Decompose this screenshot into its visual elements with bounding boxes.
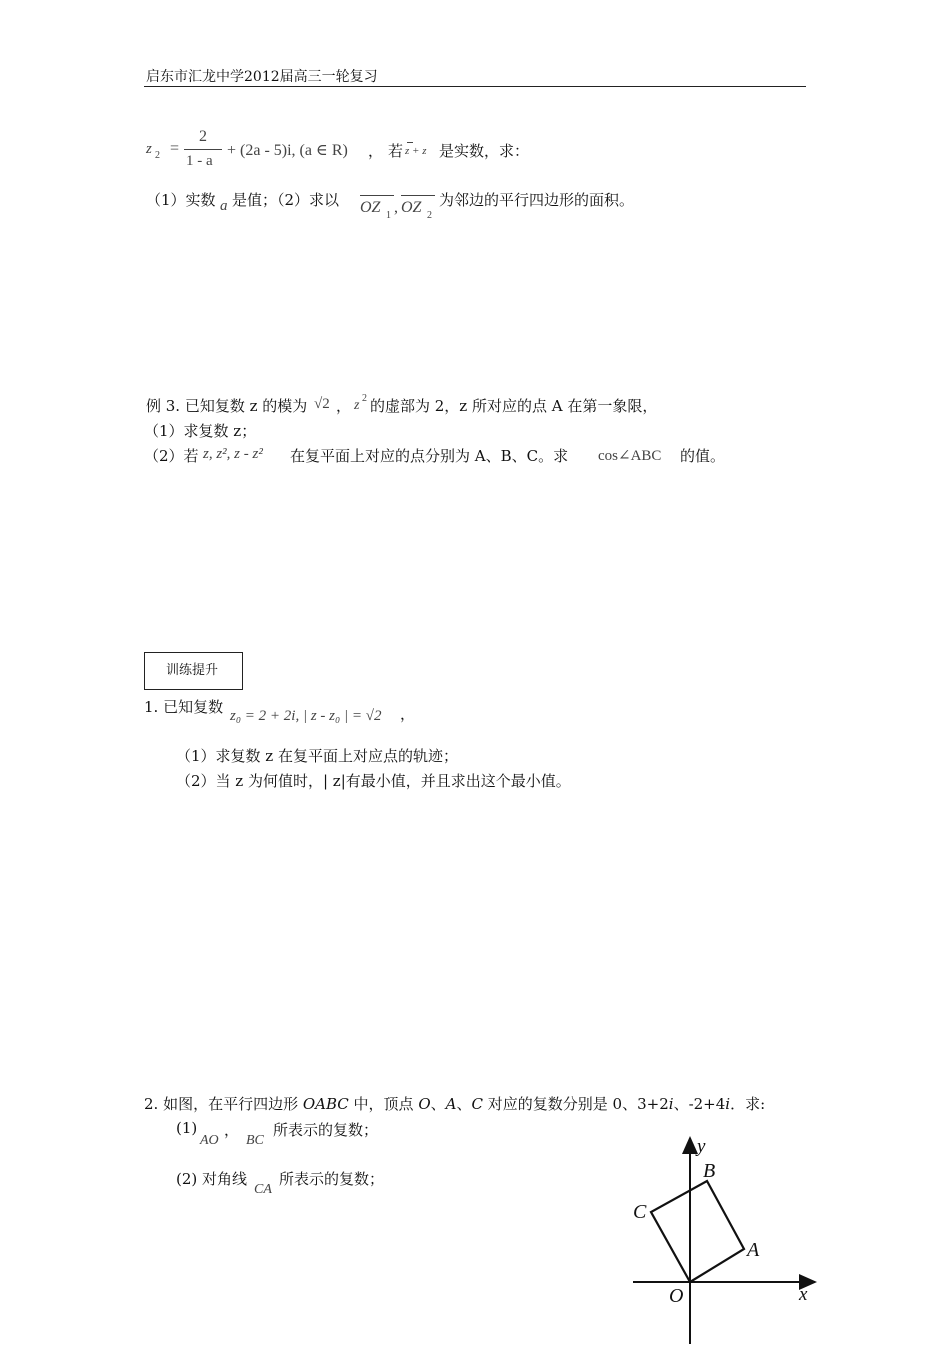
ex3-q2-math: z, z², z - z² bbox=[203, 446, 263, 462]
label-o: O bbox=[669, 1285, 684, 1307]
page-header: 启东市汇龙中学2012届高三一轮复习 bbox=[146, 69, 378, 85]
vec-ca: CA bbox=[254, 1182, 272, 1197]
training-title: 训练提升 bbox=[166, 663, 219, 678]
t1-comma: ， bbox=[400, 705, 416, 723]
t2-a: A bbox=[445, 1095, 457, 1113]
ex3-q1: （1）求复数 z； bbox=[144, 422, 257, 440]
oz2-sub: 2 bbox=[427, 210, 432, 221]
oz2: OZ bbox=[401, 199, 422, 216]
t2-sep2: 、 bbox=[456, 1095, 472, 1113]
z2-label: z bbox=[146, 141, 152, 157]
zbar-expr: z + z bbox=[405, 145, 427, 157]
ex3-line1-b: ， bbox=[336, 397, 352, 415]
zbar-overline bbox=[407, 142, 413, 143]
intro-tail: 是实数，求： bbox=[439, 142, 530, 160]
ex3-line1-c: 的虚部为 2，z 所对应的点 A 在第一象限， bbox=[370, 397, 658, 415]
training-box bbox=[144, 652, 243, 690]
cos-abc: cos∠ABC bbox=[598, 448, 662, 464]
t2-sep1: 、 bbox=[430, 1095, 446, 1113]
t2-q1-a: (1) bbox=[176, 1119, 198, 1137]
t2-o: O bbox=[418, 1095, 431, 1113]
t2-q1-comma: ， bbox=[224, 1121, 240, 1139]
t2-i1: i bbox=[668, 1095, 674, 1113]
ex3-q2-a: （2）若 bbox=[144, 447, 199, 465]
t1-q2: （2）当 z 为何值时，| z|有最小值，并且求出这个最小值。 bbox=[176, 772, 571, 790]
t2-line-b: 中，顶点 bbox=[348, 1095, 419, 1113]
oz-sep: , bbox=[394, 199, 398, 216]
t2-line-c: 对应的复数分别是 0、3+2 bbox=[483, 1095, 669, 1113]
t1-q1: （1）求复数 z 在复平面上对应点的轨迹； bbox=[176, 747, 458, 765]
t2-q2-b: 所表示的复数； bbox=[279, 1170, 385, 1188]
label-x: x bbox=[799, 1284, 808, 1305]
t2-line bbox=[144, 1093, 765, 1114]
intro-rest: + (2a - 5)i, (a ∈ R) bbox=[227, 142, 348, 159]
fraction-numerator: 2 bbox=[199, 128, 207, 145]
t2-line-d: 、-2+4 bbox=[673, 1095, 726, 1113]
sqrt2: √2 bbox=[314, 396, 330, 412]
var-a: a bbox=[220, 198, 228, 214]
ex3-q2-b: 在复平面上对应的点分别为 A、B、C。求 bbox=[290, 447, 569, 465]
label-b: B bbox=[703, 1160, 716, 1182]
fraction-denominator: 1 - a bbox=[186, 153, 213, 169]
header-rule bbox=[144, 86, 806, 87]
t2-c: C bbox=[471, 1095, 483, 1113]
z2-sub: 2 bbox=[155, 150, 160, 161]
intro-q-part2: 是值；（2）求以 bbox=[232, 191, 340, 209]
t1-lead: 1. 已知复数 bbox=[144, 698, 224, 716]
label-c: C bbox=[633, 1201, 647, 1223]
oz2-vector-arrow bbox=[401, 195, 435, 196]
t2-i2: i bbox=[725, 1095, 731, 1113]
label-y: y bbox=[697, 1136, 706, 1157]
intro-q-part1: （1）实数 bbox=[146, 191, 216, 209]
vec-bc: BC bbox=[246, 1133, 264, 1148]
intro-q-part3: 为邻边的平行四边形的面积。 bbox=[439, 191, 635, 209]
oz1-vector-arrow bbox=[360, 195, 394, 196]
ex3-line1-a: 例 3. 已知复数 z 的模为 bbox=[146, 397, 308, 415]
oz1-sub: 1 bbox=[386, 210, 391, 221]
t2-line-a: 2. 如图，在平行四边形 bbox=[144, 1095, 303, 1113]
equals-sign: = bbox=[170, 140, 180, 157]
figure-svg bbox=[625, 1132, 825, 1344]
z-squared: z bbox=[354, 398, 360, 413]
intro-comma: ， bbox=[368, 142, 384, 160]
parallelogram-figure bbox=[625, 1132, 825, 1344]
z-squared-sup: 2 bbox=[362, 393, 367, 404]
ex3-q2-c: 的值。 bbox=[680, 447, 726, 465]
label-a: A bbox=[747, 1239, 760, 1261]
oz1: OZ bbox=[360, 199, 381, 216]
vec-ao: AO bbox=[200, 1133, 219, 1148]
t2-q2-a: (2) 对角线 bbox=[176, 1170, 248, 1188]
t2-line-e: ．求: bbox=[730, 1095, 766, 1113]
intro-ruo: 若 bbox=[388, 142, 404, 160]
t2-oabc: OABC bbox=[302, 1095, 349, 1113]
fraction-bar bbox=[184, 149, 222, 150]
parallelogram-oabc bbox=[651, 1181, 744, 1282]
t2-q1-b: 所表示的复数； bbox=[273, 1121, 379, 1139]
t1-math: z₀ = 2 + 2i, | z - z₀ | = √2 bbox=[230, 708, 382, 724]
